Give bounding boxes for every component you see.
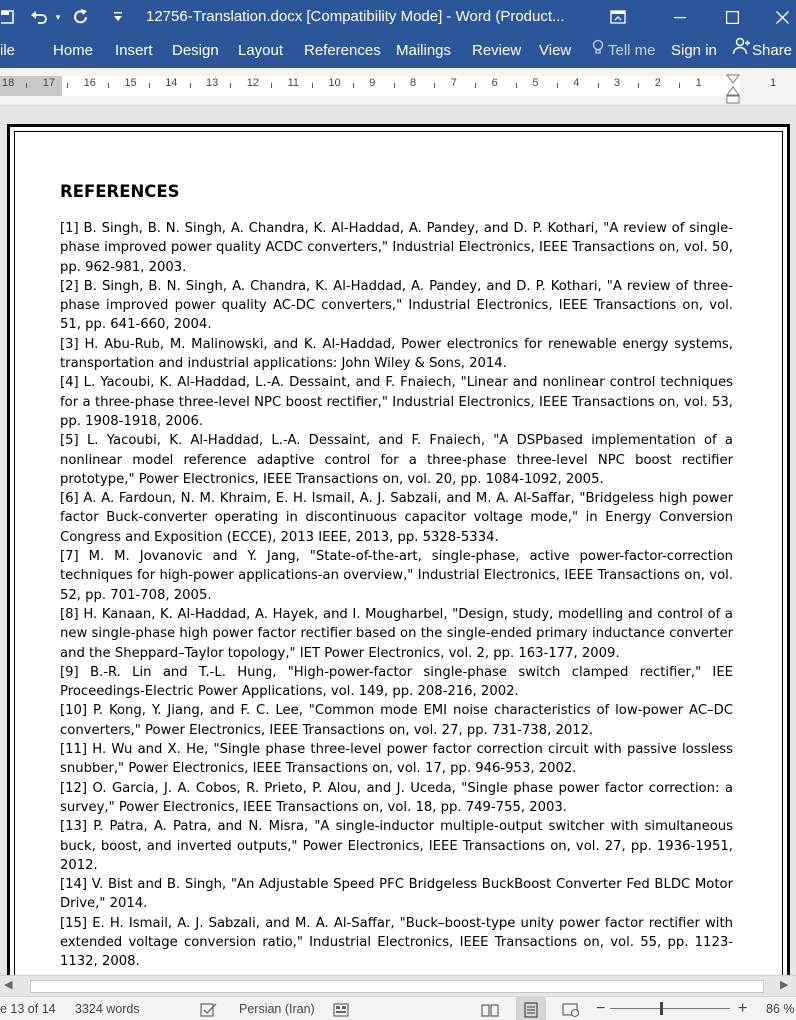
references-heading: REFERENCES: [60, 182, 180, 201]
reference-item: [3] H. Abu-Rub, M. Malinowski, and K. Al-Haddad, Power electronics for renewable energy systems, transportation and industrial applications: John Wiley & Sons, 2014.: [60, 336, 733, 372]
ruler-tick: [434, 83, 435, 88]
zoom-slider-thumb[interactable]: [660, 1002, 663, 1015]
tab-review[interactable]: Review: [472, 42, 522, 59]
reference-item: [1] B. Singh, B. N. Singh, A. Chandra, K. Al-Haddad, A. Pandey, and D. P. Kothari, "A review of single-phase improved power quality ACDC converters," Industrial Electronics, IEEE Transactions on, vol. 50, pp. 962-981, 2003.: [60, 221, 733, 275]
reference-list: [60, 219, 733, 975]
tab-mailings[interactable]: Mailings: [396, 42, 452, 59]
ruler-number: 12: [246, 77, 260, 89]
ruler-number: 15: [124, 77, 137, 89]
ribbon-tab-bar: [0, 34, 796, 68]
zoom-slider[interactable]: [610, 1008, 730, 1009]
ruler-number: 9: [369, 77, 376, 89]
ruler-number: 2: [654, 77, 661, 89]
redo-icon[interactable]: [70, 0, 92, 34]
reference-item: [10] P. Kong, Y. Jiang, and F. C. Lee, "Common mode EMI noise characteristics of low-power AC–DC converters," Power Electronics, IEEE Transactions on, vol. 27, pp. 731-738, 2012.: [60, 703, 733, 738]
ruler-tick: [230, 83, 231, 88]
share-person-icon: [732, 34, 752, 68]
word-count[interactable]: 3324 words: [75, 1002, 140, 1016]
reference-item: [15] E. H. Ismail, A. J. Sabzali, and M. A. Al-Saffar, "Buck–boost-type unity power factor rectifier with extended voltage conversion ratio," Industrial Electronics, IEEE Transactions on, vol. 55, pp. 1123-1132, 2008.: [60, 915, 733, 970]
document-canvas[interactable]: [0, 106, 796, 975]
reference-item: [13] P. Patra, A. Patra, and N. Misra, "A single-inductor multiple-output switcher with simultaneous buck, boost, and inverted outputs," Power Electronics, IEEE Transactions on, vol. 27, pp. 1936-1951, 2012.: [60, 819, 733, 873]
tab-file[interactable]: ile: [0, 42, 16, 59]
reference-item: [14] V. Bist and B. Singh, "An Adjustable Speed PFC Bridgeless BuckBoost Converter Fed BLDC Motor Drive," 2014.: [60, 877, 733, 912]
page[interactable]: [7, 124, 790, 975]
tab-view[interactable]: View: [539, 42, 572, 59]
horizontal-scrollbar[interactable]: [0, 975, 796, 996]
reference-item: [11] H. Wu and X. He, "Single phase three-level power factor correction circuit with passive lossless snubber," Power Electronics, IEEE Transactions on, vol. 17, pp. 946-953, 2002.: [60, 742, 733, 777]
tab-layout[interactable]: Layout: [238, 42, 284, 59]
ruler-number: 16: [83, 77, 96, 89]
undo-icon[interactable]: [28, 0, 50, 34]
reference-item: [9] B.-R. Lin and T.-L. Hung, "High-power-factor single-phase switch clamped rectifier," IEE Proceedings-Electric Power Applications, vol. 149, pp. 208-216, 2002.: [60, 664, 733, 700]
scroll-right-icon[interactable]: ▶: [780, 979, 789, 991]
horizontal-ruler[interactable]: [0, 68, 796, 106]
ruler-tick: [475, 83, 476, 88]
tab-home[interactable]: Home: [53, 42, 94, 59]
tab-design[interactable]: Design: [172, 42, 219, 59]
print-layout-icon[interactable]: [516, 997, 546, 1020]
ruler-number: 13: [206, 77, 219, 89]
reference-item: [4] L. Yacoubi, K. Al-Haddad, L.-A. Dessaint, and F. Fnaiech, "Linear and nonlinear control techniques for a three-phase three-level NPC boost rectifier," Industrial Electronics, IEEE Transactions on, vol. 53, pp. 1908-1918, 2006.: [60, 375, 733, 429]
title-bar: [0, 0, 796, 34]
ruler-tick: [679, 83, 680, 88]
save-icon[interactable]: [0, 0, 16, 34]
reference-item: [8] H. Kanaan, K. Al-Haddad, A. Hayek, and I. Mougharbel, "Design, study, modelling and control of a new single-phase high power factor rectifier based on the single-ended primary inductance converter and the Sheppard–Taylor topology," IET Power Electronics, vol. 2, pp. 163-177, 2009.: [60, 606, 733, 661]
sign-in-link[interactable]: Sign in: [671, 42, 717, 59]
ruler-number: 3: [614, 77, 621, 89]
ribbon-display-options-icon[interactable]: [606, 0, 630, 34]
tab-insert[interactable]: Insert: [115, 42, 153, 59]
ruler-tick: [557, 83, 558, 88]
ruler-tick: [26, 83, 27, 88]
ruler-number: 11: [287, 77, 300, 89]
lightbulb-icon: [592, 34, 608, 68]
ruler-number: 1: [770, 77, 777, 89]
ruler-tick: [67, 83, 68, 88]
reference-item: [2] B. Singh, B. N. Singh, A. Chandra, K. Al-Haddad, A. Pandey, and D. P. Kothari, "A review of three-phase improved power quality AC-DC converters," Industrial Electronics, IEEE Transactions on, vol. 51, pp. 641-660, 2004.: [60, 278, 733, 333]
zoom-in-icon[interactable]: +: [738, 1000, 748, 1017]
ruler-number: 1: [695, 77, 702, 89]
ruler-number: 14: [165, 77, 178, 89]
maximize-icon[interactable]: [720, 0, 744, 34]
document-title: 12756-Translation.docx [Compatibility Mode] - Word (Product...: [146, 8, 565, 25]
tab-references[interactable]: References: [304, 42, 381, 59]
reference-item: [12] O. Garcia, J. A. Cobos, R. Prieto, P. Alou, and J. Uceda, "Single phase power factor correction: a survey," Power Electronics, IEEE Transactions on, vol. 18, pp. 749-755, 2003.: [60, 780, 733, 815]
ruler-tick: [271, 83, 272, 88]
ruler-number: 4: [573, 77, 580, 89]
reference-item: [7] M. M. Jovanovic and Y. Jang, "State-of-the-art, single-phase, active power-factor-correction techniques for high-power applications-an overview," Industrial Electronics, IEEE Transactions on, vol. 52, pp. 701-708, 2005.: [60, 549, 733, 603]
ruler-tick: [108, 83, 109, 88]
ruler-number: 7: [450, 77, 457, 89]
close-icon[interactable]: [770, 0, 794, 34]
ruler-number: 10: [328, 77, 341, 89]
read-mode-icon[interactable]: [481, 997, 499, 1020]
share-button[interactable]: [732, 34, 792, 68]
ruler-number: 18: [2, 77, 15, 89]
zoom-level[interactable]: 86 %: [766, 1002, 795, 1016]
right-indent-marker[interactable]: [726, 74, 740, 106]
ruler-number: 5: [532, 77, 539, 89]
customize-quick-access-icon[interactable]: [110, 0, 126, 34]
ruler-tick: [516, 83, 517, 88]
ruler-tick: [149, 83, 150, 88]
language-indicator[interactable]: Persian (Iran): [239, 1002, 315, 1016]
ruler-tick: [394, 83, 395, 88]
tell-me-box[interactable]: [592, 34, 656, 68]
tell-me-label: Tell me: [608, 42, 656, 59]
undo-dropdown-icon[interactable]: ▾: [55, 11, 61, 22]
scroll-left-icon[interactable]: ◀: [4, 979, 13, 991]
ruler-number: 6: [491, 77, 498, 89]
reference-item: [5] L. Yacoubi, K. Al-Haddad, L.-A. Dessaint, and F. Fnaiech, "A DSPbased implementation of a nonlinear model reference adaptive control for a three-phase three-level NPC boost rectifier prototype," Power Electronics, IEEE Transactions on, vol. 20, pp. 1084-1092, 2005.: [60, 433, 733, 487]
page-count[interactable]: e 13 of 14: [0, 1002, 56, 1016]
ruler-tick: [598, 83, 599, 88]
scrollbar-thumb[interactable]: [30, 980, 764, 993]
share-label: Share: [752, 42, 793, 59]
ruler-tick: [638, 83, 639, 88]
status-bar: [0, 996, 796, 1020]
ruler-tick: [353, 83, 354, 88]
reference-item: [6] A. A. Fardoun, N. M. Khraim, E. H. Ismail, A. J. Sabzali, and M. A. Al-Saffar, "Bridgeless high power factor Buck-converter operating in discontinuous capacitor voltage mode," in Energy Conversion Congress and Exposition (ECCE), 2013 IEEE, 2013, pp. 5328-5334.: [60, 491, 733, 545]
ruler-tick: [190, 83, 191, 88]
zoom-out-icon[interactable]: −: [596, 1000, 606, 1017]
ruler-tick: [312, 83, 313, 88]
minimize-icon[interactable]: [668, 0, 692, 34]
macro-record-icon[interactable]: [333, 997, 349, 1020]
web-layout-icon[interactable]: [562, 997, 580, 1020]
ruler-number: 17: [42, 77, 56, 89]
proofing-icon[interactable]: [200, 997, 218, 1020]
ruler-number: 8: [410, 77, 417, 89]
